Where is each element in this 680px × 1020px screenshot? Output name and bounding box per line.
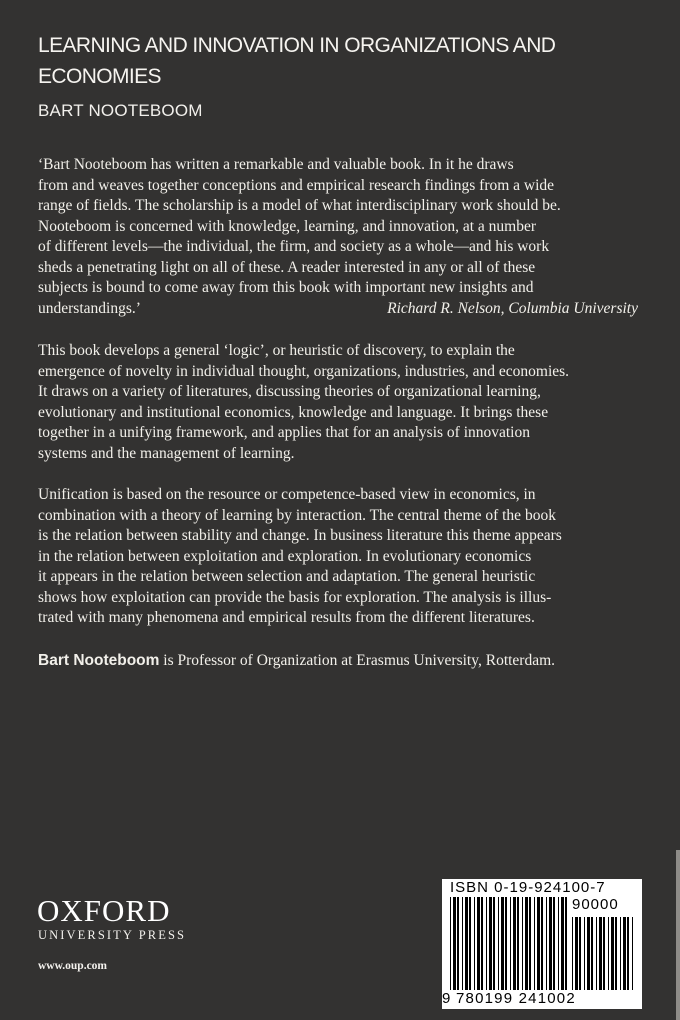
barcode-bar (469, 897, 471, 990)
barcode-bar (561, 897, 564, 990)
barcode-bar (584, 917, 585, 990)
barcode-bar (498, 897, 499, 990)
barcode-bar (546, 897, 547, 990)
barcode-bar (450, 897, 451, 990)
description-line: it appears in the relation between selection and adaptation. The general heuristic (38, 568, 536, 585)
barcode-bars-icon (450, 897, 568, 990)
barcode-bar (599, 917, 602, 990)
review-line: Nooteboom is concerned with knowledge, learning, and innovation, at a number (38, 217, 537, 235)
review-line: range of fields. The scholarship is a model of what interdisciplinary work should be. (38, 197, 561, 214)
barcode-bar (481, 897, 483, 990)
bio-author-name: Bart Nooteboom (38, 652, 160, 669)
barcode-bar (522, 897, 523, 990)
barcode-bar (553, 897, 555, 990)
review-line: understandings.’ (38, 299, 141, 317)
ean-digits: 780199 241002 (456, 990, 576, 1007)
description-line: together in a unifying framework, and applies that for an analysis of innovation (38, 424, 530, 441)
description-line: systems and the management of learning. (38, 444, 295, 462)
publisher-press: UNIVERSITY PRESS (38, 928, 187, 942)
book-title: LEARNING AND INNOVATION IN ORGANIZATIONS AND ECONOMIES (38, 34, 556, 88)
barcode-bar (489, 897, 492, 990)
bio-text: is Professor of Organization at Erasmus University, Rotterdam. (159, 652, 556, 669)
review-line: from and weaves together conceptions and empirical research findings from a wide (38, 176, 555, 194)
barcode-bar (565, 897, 567, 990)
barcode-bar (627, 917, 629, 990)
description-line: evolutionary and institutional economics, knowledge and language. It brings these (38, 403, 549, 421)
barcode-bar (505, 897, 507, 990)
author-bio (38, 651, 638, 672)
description-paragraph-2 (38, 485, 638, 629)
publisher-logo: OXFORD (37, 893, 171, 928)
barcode-bar (611, 917, 614, 990)
description-line: is the relation between stability and change. In business literature this theme appears (38, 527, 562, 544)
barcode-bar (623, 917, 626, 990)
barcode-bar (493, 897, 495, 990)
barcode-bar (603, 917, 605, 990)
barcode-bar (534, 897, 535, 990)
description-line: It draws on a variety of literatures, discussing theories of organizational learning, (38, 383, 541, 400)
description-line: in the relation between exploitation and exploration. In evolutionary economics (38, 547, 532, 565)
description-line: This book develops a general ‘logic’, or heuristic of discovery, to explain the (38, 342, 515, 359)
barcode-bar (510, 897, 511, 990)
barcode-bar (549, 897, 552, 990)
barcode-bar (575, 917, 578, 990)
barcode-bar (587, 917, 590, 990)
isbn-number: ISBN 0-19-924100-7 (450, 879, 606, 896)
description-paragraph-1 (38, 341, 638, 464)
review-attribution: Richard R. Nelson, Columbia University (387, 299, 638, 317)
review-line: sheds a penetrating light on all of these. A reader interested in any or all of these (38, 258, 536, 276)
barcode-bar (486, 897, 487, 990)
description-line: emergence of novelty in individual thought, organizations, industries, and economies. (38, 362, 570, 380)
ean-lead-digit: 9 (442, 990, 451, 1007)
barcode-bar (596, 917, 597, 990)
barcode-bar (501, 897, 504, 990)
barcode-bar (453, 897, 456, 990)
barcode-bar (632, 917, 633, 990)
barcode-bar (558, 897, 559, 990)
review-quote (38, 155, 638, 319)
description-line: combination with a theory of learning by interaction. The central theme of the book (38, 506, 556, 524)
barcode-bar (608, 917, 609, 990)
barcode-bar (462, 897, 463, 990)
description-line: Unification is based on the resource or competence-based view in economics, in (38, 486, 536, 503)
barcode-bar (477, 897, 480, 990)
barcode-bar (537, 897, 540, 990)
review-line: of different levels—the individual, the firm, and society as a whole—and his work (38, 238, 550, 255)
barcode-bar (541, 897, 543, 990)
barcode (442, 879, 642, 1009)
barcode-bar (591, 917, 593, 990)
barcode-bar (525, 897, 528, 990)
description-line: trated with many phenomena and empirical results from the different literatures. (38, 609, 535, 626)
barcode-bar (615, 917, 617, 990)
publisher-website: www.oup.com (38, 960, 108, 972)
cover-edge (676, 850, 680, 1020)
barcode-bar (474, 897, 475, 990)
review-last-line (38, 299, 638, 320)
barcode-bar (465, 897, 468, 990)
barcode-bar (572, 917, 573, 990)
review-line: subjects is bound to come away from this book with important new insights and (38, 279, 534, 296)
book-author: BART NOOTEBOOM (38, 101, 203, 120)
barcode-addon-number: 90000 (572, 896, 619, 913)
review-line: ‘Bart Nooteboom has written a remarkable and valuable book. In it he draws (38, 156, 514, 173)
description-line: shows how exploitation can provide the basis for exploration. The analysis is illus- (38, 588, 552, 606)
barcode-bar (579, 917, 581, 990)
barcode-bar (457, 897, 459, 990)
barcode-bar (529, 897, 531, 990)
bio-line (38, 651, 638, 672)
barcode-bar (517, 897, 519, 990)
barcode-addon-bars-icon (572, 917, 636, 990)
barcode-bar (620, 917, 621, 990)
barcode-bar (513, 897, 516, 990)
